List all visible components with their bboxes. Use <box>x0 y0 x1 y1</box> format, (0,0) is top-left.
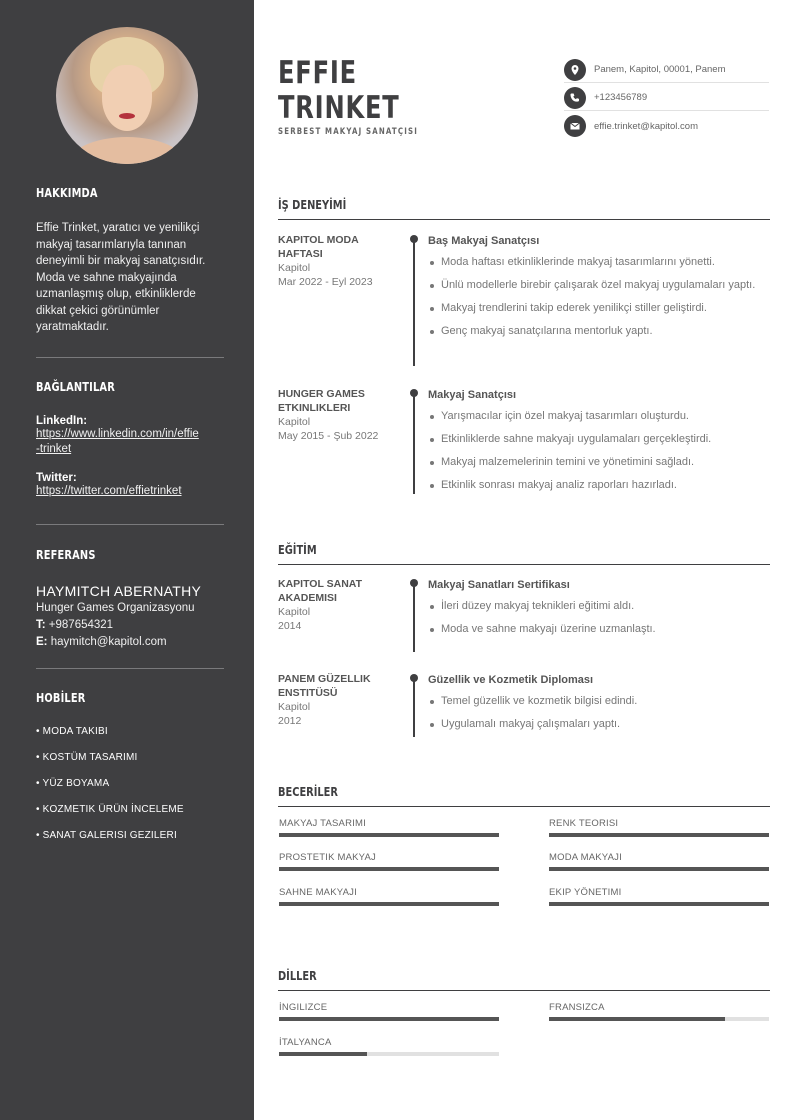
skill-bar-fill <box>279 833 499 837</box>
reference-email-value: haymitch@kapitol.com <box>50 636 167 648</box>
bullet-item: Temel güzellik ve kozmetik bilgisi edindi. <box>428 694 770 709</box>
hobby-item: • MODA TAKIBI <box>36 726 108 737</box>
hobbies-heading: HOBİLER <box>36 691 86 705</box>
phone-text: +123456789 <box>594 92 648 103</box>
bullet-item: Moda haftası etkinliklerinde makyaj tasarımlarını yönetti. <box>428 255 770 270</box>
entry-dates: May 2015 - Şub 2022 <box>278 430 379 442</box>
language-item <box>279 1002 499 1021</box>
skills-heading-text: BECERİLER <box>278 785 338 799</box>
entry-dates: Mar 2022 - Eyl 2023 <box>278 276 373 288</box>
skill-bar-fill <box>549 833 769 837</box>
email-text[interactable]: effie.trinket@kapitol.com <box>594 120 698 132</box>
reference-phone-label: T: <box>36 619 46 631</box>
language-name: İNGILIZCE <box>279 1002 328 1013</box>
hobbies-list <box>36 725 224 855</box>
skill-bar-track <box>279 867 499 871</box>
skill-bar-track <box>279 902 499 906</box>
skill-item <box>549 852 769 871</box>
last-name: TRINKET <box>278 90 400 126</box>
skills-heading <box>278 783 770 807</box>
skill-name: EKIP YÖNETIMI <box>549 887 622 898</box>
education-heading <box>278 541 770 565</box>
timeline-dot <box>410 674 418 682</box>
twitter-label: Twitter: <box>36 472 77 484</box>
about-text: Effie Trinket, yaratıcı ve yenilikçi makyaj tasarımlarıyla tanınan deneyimli bir makyaj sanatçısıdır. Moda ve sahne makyajında uzmanlaşmış olup, etkinliklerde dikkat çekici görünümler yaratmaktadır. <box>36 222 206 333</box>
entry-bullets <box>428 409 770 493</box>
linkedin-url-part2[interactable]: -trinket <box>36 443 72 455</box>
twitter-link[interactable]: https://twitter.com/effietrinket <box>36 485 182 497</box>
entry-role: Makyaj Sanatları Sertifikası <box>428 579 570 591</box>
entry-role: Baş Makyaj Sanatçısı <box>428 235 540 247</box>
hobby-item: • KOSTÜM TASARIMI <box>36 752 138 763</box>
entry-role: Güzellik ve Kozmetik Diploması <box>428 674 594 686</box>
timeline-line <box>413 677 415 737</box>
entry-org: PANEM GÜZELLIK ENSTITÜSÜ <box>278 673 371 699</box>
bullet-item: Etkinlik sonrası makyaj analiz raporları hazırladı. <box>428 478 770 493</box>
bullet-item: Makyaj malzemelerinin temini ve yönetimini sağladı. <box>428 455 770 470</box>
bullet-item: Makyaj trendlerini takip ederek yenilikçi stiller geliştirdi. <box>428 301 770 316</box>
reference-phone <box>36 617 224 634</box>
timeline-dot <box>410 389 418 397</box>
bullet-item: Moda ve sahne makyajı üzerine uzmanlaştı. <box>428 622 770 637</box>
envelope-icon <box>564 115 586 137</box>
sidebar <box>0 0 254 1120</box>
about-section <box>36 186 224 336</box>
entry-org: HUNGER GAMES ETKINLIKLERI <box>278 388 365 414</box>
skill-name: RENK TEORISI <box>549 818 619 829</box>
location-pin-icon <box>564 59 586 81</box>
divider <box>36 357 224 358</box>
entry-location: Kapitol <box>278 262 311 274</box>
entry-location: Kapitol <box>278 416 311 428</box>
links-heading: BAĞLANTILAR <box>36 380 115 394</box>
reference-name: HAYMITCH ABERNATHY <box>36 583 202 599</box>
language-bar-fill <box>279 1052 367 1056</box>
languages-heading <box>278 967 770 991</box>
bullet-item: Ünlü modellerle birebir çalışarak özel makyaj uygulamaları yaptı. <box>428 278 770 293</box>
bullet-item: Genç makyaj sanatçılarına mentorluk yaptı. <box>428 324 770 339</box>
skill-bar-fill <box>549 867 769 871</box>
entry-dates: 2012 <box>278 715 302 727</box>
entry-org: KAPITOL MODA HAFTASI <box>278 234 359 260</box>
experience-heading-text: İŞ DENEYİMİ <box>278 198 347 212</box>
skill-name: SAHNE MAKYAJI <box>279 887 357 898</box>
contact-phone <box>564 85 769 111</box>
reference-heading: REFERANS <box>36 548 96 562</box>
job-title: SERBEST MAKYAJ SANATÇISI <box>278 127 419 137</box>
skill-bar-track <box>549 902 769 906</box>
skill-bar-fill <box>279 867 499 871</box>
timeline-line <box>413 238 415 366</box>
languages-heading-text: DİLLER <box>278 969 317 983</box>
bullet-item: Etkinliklerde sahne makyajı uygulamaları gerçekleştirdi. <box>428 432 770 447</box>
skill-name: MAKYAJ TASARIMI <box>279 818 366 829</box>
links-section <box>36 380 224 499</box>
profile-photo <box>56 27 198 164</box>
about-heading: HAKKIMDA <box>36 186 98 200</box>
entry-location: Kapitol <box>278 606 311 618</box>
hobby-item: • KOZMETIK ÜRÜN İNCELEME <box>36 804 184 815</box>
entry-dates: 2014 <box>278 620 302 632</box>
language-item <box>549 1002 769 1021</box>
person-name <box>278 56 400 126</box>
skill-item <box>279 887 499 906</box>
first-name: EFFIE <box>278 55 357 91</box>
language-name: FRANSIZCA <box>549 1002 605 1013</box>
language-name: İTALYANCA <box>279 1037 332 1048</box>
timeline-line <box>413 392 415 494</box>
timeline-line <box>413 582 415 652</box>
skill-bar-fill <box>549 902 769 906</box>
reference-email <box>36 634 224 651</box>
skill-item <box>549 818 769 837</box>
entry-location: Kapitol <box>278 701 311 713</box>
language-bar-track <box>279 1017 499 1021</box>
skill-name: MODA MAKYAJI <box>549 852 622 863</box>
contact-address <box>564 57 769 83</box>
skill-item <box>279 852 499 871</box>
linkedin-link[interactable] <box>36 427 224 457</box>
skill-bar-track <box>279 833 499 837</box>
skill-item <box>549 887 769 906</box>
skill-bar-track <box>549 833 769 837</box>
hobbies-section <box>36 691 224 855</box>
bullet-item: İleri düzey makyaj teknikleri eğitimi aldı. <box>428 599 770 614</box>
address-text: Panem, Kapitol, 00001, Panem <box>594 64 726 75</box>
hobby-item: • SANAT GALERISI GEZILERI <box>36 830 177 841</box>
entry-bullets <box>428 694 770 732</box>
hobby-item: • YÜZ BOYAMA <box>36 778 110 789</box>
skill-bar-fill <box>279 902 499 906</box>
bullet-item: Yarışmacılar için özel makyaj tasarımları oluşturdu. <box>428 409 770 424</box>
reference-org: Hunger Games Organizasyonu <box>36 602 195 614</box>
skill-bar-track <box>549 867 769 871</box>
divider <box>36 524 224 525</box>
language-item <box>279 1037 499 1056</box>
language-bar-track <box>549 1017 769 1021</box>
divider <box>36 668 224 669</box>
entry-role: Makyaj Sanatçısı <box>428 389 517 401</box>
reference-email-label: E: <box>36 636 48 648</box>
linkedin-label: LinkedIn: <box>36 415 88 427</box>
language-bar-fill <box>549 1017 725 1021</box>
reference-phone-value: +987654321 <box>48 619 114 631</box>
linkedin-url-part1[interactable]: https://www.linkedin.com/in/effie <box>36 428 199 440</box>
skill-item <box>279 818 499 837</box>
contact-email <box>564 113 769 139</box>
skill-name: PROSTETIK MAKYAJ <box>279 852 376 863</box>
timeline-dot <box>410 579 418 587</box>
experience-heading <box>278 196 770 220</box>
language-bar-track <box>279 1052 499 1056</box>
entry-bullets <box>428 255 770 339</box>
reference-section <box>36 548 224 651</box>
language-bar-fill <box>279 1017 499 1021</box>
bullet-item: Uygulamalı makyaj çalışmaları yaptı. <box>428 717 770 732</box>
phone-icon <box>564 87 586 109</box>
entry-org: KAPITOL SANAT AKADEMISI <box>278 578 363 604</box>
timeline-dot <box>410 235 418 243</box>
entry-bullets <box>428 599 770 637</box>
education-heading-text: EĞİTİM <box>278 543 317 557</box>
